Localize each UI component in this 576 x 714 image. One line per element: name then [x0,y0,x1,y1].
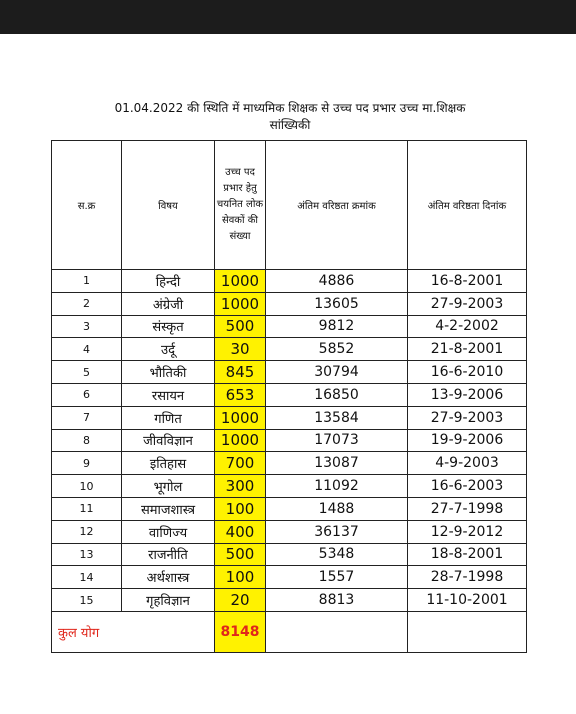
table-row [52,543,527,566]
seniority-no-cell: 4886 [266,270,408,293]
header-serial: स.क्र [52,141,122,270]
seniority-date-cell: 13-9-2006 [408,383,527,406]
subject-cell: भूगोल [122,475,215,498]
table-row [52,452,527,475]
count-cell: 100 [215,566,266,589]
count-cell: 845 [215,361,266,384]
seniority-date-cell: 16-6-2010 [408,361,527,384]
count-cell: 500 [215,315,266,338]
total-value: 8148 [215,611,266,652]
heading-line-2: सांख्यिकी [269,118,311,132]
table-row [52,338,527,361]
seniority-date-cell: 27-9-2003 [408,406,527,429]
subject-cell: वाणिज्य [122,520,215,543]
table-row [52,566,527,589]
subject-cell: संस्कृत [122,315,215,338]
subject-cell: गणित [122,406,215,429]
count-cell: 700 [215,452,266,475]
serial-cell: 1 [52,270,122,293]
subject-cell: हिन्दी [122,270,215,293]
table-header-row [52,141,527,270]
serial-cell: 9 [52,452,122,475]
seniority-no-cell: 13087 [266,452,408,475]
seniority-date-cell: 4-9-2003 [408,452,527,475]
count-cell: 400 [215,520,266,543]
serial-cell: 14 [52,566,122,589]
table-row [52,315,527,338]
count-cell: 1000 [215,292,266,315]
count-cell: 653 [215,383,266,406]
seniority-date-cell: 11-10-2001 [408,589,527,612]
statistics-table [51,140,527,653]
seniority-no-cell: 9812 [266,315,408,338]
count-cell: 1000 [215,406,266,429]
table-row [52,520,527,543]
count-cell: 300 [215,475,266,498]
seniority-date-cell: 18-8-2001 [408,543,527,566]
seniority-no-cell: 8813 [266,589,408,612]
header-last-seniority-date: अंतिम वरिष्ठता दिनांक [408,141,527,270]
serial-cell: 8 [52,429,122,452]
table-row [52,361,527,384]
serial-cell: 2 [52,292,122,315]
subject-cell: रसायन [122,383,215,406]
count-cell: 1000 [215,429,266,452]
table-body [52,270,527,612]
count-cell: 500 [215,543,266,566]
table-row [52,429,527,452]
subject-cell: भौतिकी [122,361,215,384]
header-count: उच्च पद प्रभार हेतु चयनित लोक सेवकों की संख्या [215,141,266,270]
serial-cell: 13 [52,543,122,566]
total-empty-cell [266,611,408,652]
count-cell: 1000 [215,270,266,293]
seniority-no-cell: 36137 [266,520,408,543]
seniority-date-cell: 27-9-2003 [408,292,527,315]
total-label: कुल योग [52,611,215,652]
serial-cell: 15 [52,589,122,612]
seniority-no-cell: 5348 [266,543,408,566]
serial-cell: 3 [52,315,122,338]
seniority-date-cell: 19-9-2006 [408,429,527,452]
serial-cell: 10 [52,475,122,498]
page-heading [40,100,540,134]
table-row [52,270,527,293]
subject-cell: अर्थशास्त्र [122,566,215,589]
seniority-no-cell: 13584 [266,406,408,429]
serial-cell: 11 [52,497,122,520]
seniority-date-cell: 21-8-2001 [408,338,527,361]
seniority-date-cell: 12-9-2012 [408,520,527,543]
serial-cell: 4 [52,338,122,361]
total-empty-cell [408,611,527,652]
table-row [52,292,527,315]
count-cell: 30 [215,338,266,361]
count-cell: 20 [215,589,266,612]
subject-cell: जीवविज्ञान [122,429,215,452]
serial-cell: 5 [52,361,122,384]
header-last-seniority-no: अंतिम वरिष्ठता क्रमांक [266,141,408,270]
table-row [52,475,527,498]
seniority-no-cell: 5852 [266,338,408,361]
seniority-no-cell: 17073 [266,429,408,452]
table-row [52,383,527,406]
serial-cell: 7 [52,406,122,429]
table-row [52,406,527,429]
total-row [52,611,527,652]
seniority-no-cell: 11092 [266,475,408,498]
subject-cell: इतिहास [122,452,215,475]
heading-line-1: 01.04.2022 की स्थिति में माध्यमिक शिक्षक से उच्च पद प्रभार उच्च मा.शिक्षक [114,101,466,115]
seniority-date-cell: 27-7-1998 [408,497,527,520]
seniority-date-cell: 16-8-2001 [408,270,527,293]
count-cell: 100 [215,497,266,520]
table-row [52,497,527,520]
subject-cell: अंग्रेजी [122,292,215,315]
top-status-bar [0,0,576,34]
serial-cell: 6 [52,383,122,406]
seniority-no-cell: 1488 [266,497,408,520]
seniority-no-cell: 30794 [266,361,408,384]
seniority-no-cell: 16850 [266,383,408,406]
subject-cell: राजनीति [122,543,215,566]
seniority-date-cell: 28-7-1998 [408,566,527,589]
seniority-date-cell: 16-6-2003 [408,475,527,498]
seniority-no-cell: 13605 [266,292,408,315]
subject-cell: गृहविज्ञान [122,589,215,612]
seniority-no-cell: 1557 [266,566,408,589]
subject-cell: उर्दू [122,338,215,361]
table-row [52,589,527,612]
subject-cell: समाजशास्त्र [122,497,215,520]
seniority-date-cell: 4-2-2002 [408,315,527,338]
serial-cell: 12 [52,520,122,543]
header-subject: विषय [122,141,215,270]
